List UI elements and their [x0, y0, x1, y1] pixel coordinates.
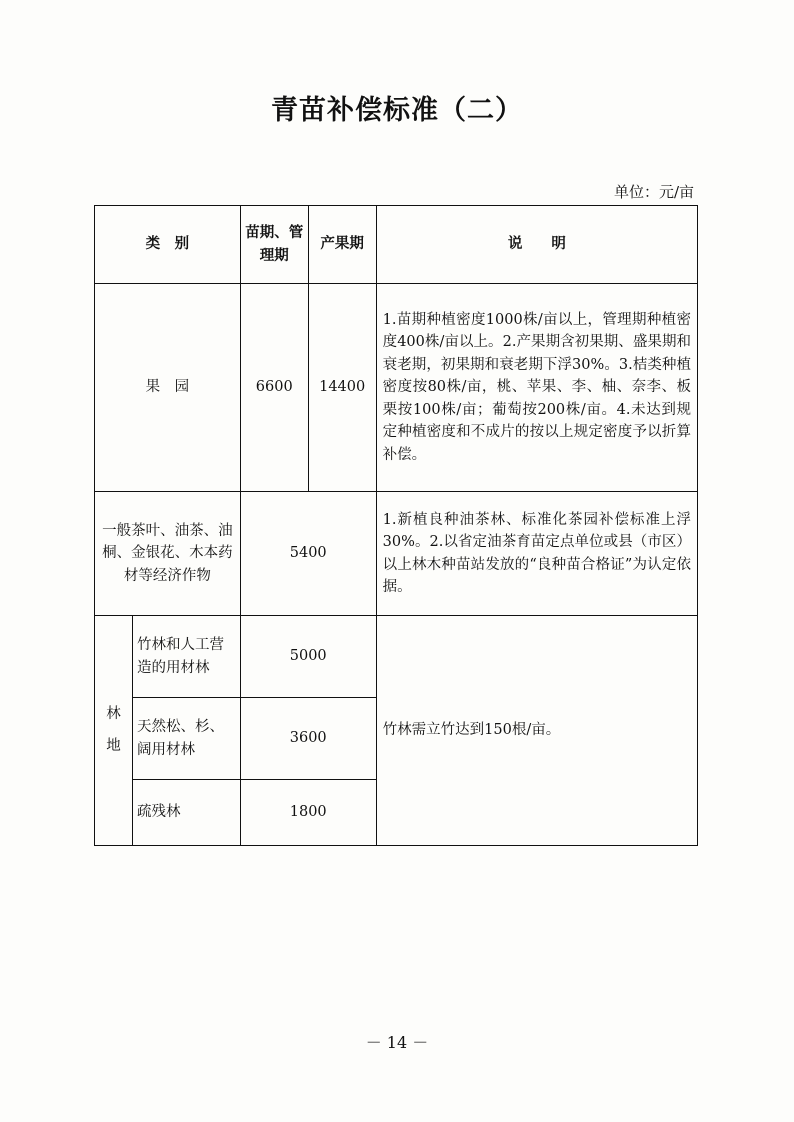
forest-row-name: 竹林和人工营造的用材林	[132, 616, 240, 698]
table-row-forest-1	[95, 616, 698, 698]
table-row-economic	[95, 492, 698, 616]
header-note: 说 明	[376, 206, 697, 284]
forest-row-value: 3600	[240, 698, 376, 780]
header-fruit: 产果期	[308, 206, 376, 284]
forest-label	[95, 616, 133, 846]
economic-name: 一般茶叶、油茶、油桐、金银花、木本药材等经济作物	[95, 492, 241, 616]
orchard-fruit-value: 14400	[308, 284, 376, 492]
forest-note: 竹林需立竹达到150根/亩。	[376, 616, 697, 846]
compensation-table	[94, 205, 698, 846]
page-number: － 14 －	[365, 1033, 429, 1052]
unit-label: 单位：元/亩	[613, 183, 694, 201]
economic-note: 1.新植良种油茶林、标准化茶园补偿标准上浮30%。2.以省定油茶育苗定点单位或县（市区）以上林木种苗站发放的“良种苗合格证”为认定依据。	[376, 492, 697, 616]
forest-row-value: 5000	[240, 616, 376, 698]
header-seedling: 苗期、管理期	[240, 206, 308, 284]
forest-label-1: 林	[106, 705, 121, 722]
forest-label-2: 地	[106, 737, 121, 754]
table-header-row	[95, 206, 698, 284]
forest-row-name: 疏残林	[132, 780, 240, 846]
forest-row-name: 天然松、杉、阔用材林	[132, 698, 240, 780]
orchard-note: 1.苗期种植密度1000株/亩以上，管理期种植密度400株/亩以上。2.产果期含初果期、盛果期和衰老期，初果期和衰老期下浮30%。3.桔类种植密度按80株/亩，桃、苹果、李、柚、奈李、板栗按100株/亩；葡萄按200株/亩。4.未达到规定种植密度和不成片的按以上规定密度予以折算补偿。	[376, 284, 697, 492]
economic-value: 5400	[240, 492, 376, 616]
table-row-orchard	[95, 284, 698, 492]
page-title: 青苗补偿标准（二）	[271, 95, 523, 126]
forest-row-value: 1800	[240, 780, 376, 846]
orchard-seedling-value: 6600	[240, 284, 308, 492]
orchard-name: 果 园	[95, 284, 241, 492]
header-category: 类 别	[95, 206, 241, 284]
